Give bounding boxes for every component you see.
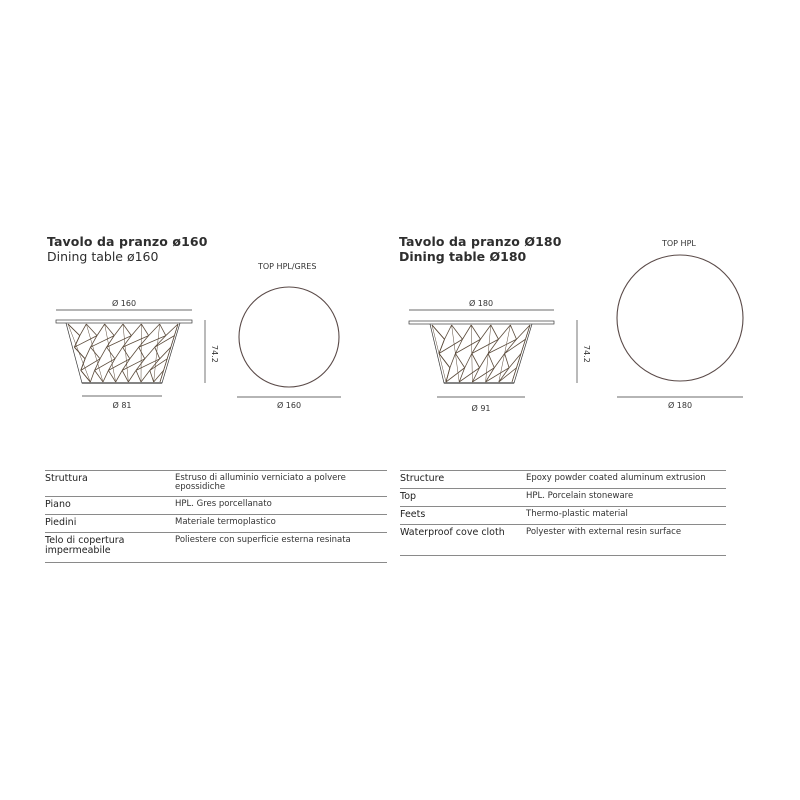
lattice-leg bbox=[512, 325, 530, 382]
table-row bbox=[45, 514, 387, 532]
lattice-strut bbox=[141, 370, 150, 382]
lattice-leg bbox=[154, 324, 160, 382]
spec-key: Piano bbox=[45, 496, 175, 514]
lattice-strut bbox=[100, 347, 107, 359]
lattice-strut bbox=[486, 368, 510, 382]
lattice-strut bbox=[471, 325, 480, 339]
spec-key: Telo di copertura impermeabile bbox=[45, 532, 175, 562]
lattice-strut bbox=[136, 359, 160, 371]
lattice-strut bbox=[115, 347, 123, 359]
spec-table-it bbox=[45, 470, 387, 563]
lattice-strut bbox=[450, 354, 456, 368]
table-180-side-view bbox=[409, 310, 554, 397]
table-row bbox=[45, 471, 387, 497]
lattice-strut bbox=[103, 370, 108, 382]
table-160-top-label: TOP HPL/GRES bbox=[258, 262, 317, 271]
table-160-title-en: Dining table ø160 bbox=[47, 249, 159, 264]
lattice-strut bbox=[136, 370, 141, 382]
lattice-strut bbox=[481, 325, 491, 339]
lattice-strut bbox=[150, 370, 154, 382]
lattice-strut bbox=[130, 347, 139, 359]
spec-value: HPL. Porcelain stoneware bbox=[526, 488, 726, 506]
basket-lattice bbox=[68, 324, 178, 382]
spec-table-en bbox=[400, 470, 726, 556]
table-180-title-it: Tavolo da pranzo Ø180 bbox=[399, 234, 562, 249]
lattice-strut bbox=[116, 370, 123, 382]
lattice-strut bbox=[141, 324, 148, 336]
lattice-strut bbox=[445, 325, 452, 339]
table-row bbox=[45, 532, 387, 562]
spec-key: Feets bbox=[400, 506, 526, 524]
lattice-strut bbox=[160, 324, 166, 336]
spec-value: Epoxy powder coated aluminum extrusion bbox=[526, 471, 726, 489]
table-160-base-label: Ø 81 bbox=[112, 401, 132, 410]
table-160-top-view bbox=[239, 287, 339, 387]
spec-key: Struttura bbox=[45, 471, 175, 497]
lattice-strut bbox=[80, 324, 87, 336]
spec-value: HPL. Gres porcellanato bbox=[175, 496, 387, 514]
spec-key: Structure bbox=[400, 471, 526, 489]
spec-value: Poliestere con superficie esterna resinata bbox=[175, 532, 387, 562]
spec-key: Top bbox=[400, 488, 526, 506]
lattice-strut bbox=[97, 324, 105, 336]
table-180-circle-label: Ø 180 bbox=[667, 401, 693, 410]
table-row bbox=[400, 524, 726, 555]
lattice-strut bbox=[131, 324, 141, 336]
lattice-strut bbox=[472, 354, 480, 368]
table-180-width-label: Ø 180 bbox=[468, 299, 494, 308]
lattice-strut bbox=[74, 347, 85, 359]
lattice-strut bbox=[439, 339, 445, 353]
table-160-width-label: Ø 160 bbox=[111, 299, 137, 308]
lattice-strut bbox=[114, 324, 123, 336]
lattice-strut bbox=[488, 354, 494, 368]
table-row bbox=[400, 506, 726, 524]
lattice-strut bbox=[465, 354, 472, 368]
table-160-side-view bbox=[56, 310, 192, 396]
lattice-strut bbox=[505, 354, 510, 368]
table-180-height-label: 74.2 bbox=[582, 345, 591, 363]
table-180-top-view bbox=[617, 255, 743, 381]
lattice-strut bbox=[488, 339, 516, 353]
lattice-strut bbox=[128, 370, 136, 382]
table-160-title-it: Tavolo da pranzo ø160 bbox=[47, 234, 208, 249]
lattice-strut bbox=[463, 325, 472, 339]
lattice-strut bbox=[90, 347, 100, 359]
lattice-strut bbox=[123, 324, 131, 336]
lattice-strut bbox=[105, 324, 115, 336]
spec-key: Waterproof cove cloth bbox=[400, 524, 526, 555]
table-180-base-label: Ø 91 bbox=[471, 404, 491, 413]
basket-lattice bbox=[432, 325, 530, 382]
table-160-circle-label: Ø 160 bbox=[276, 401, 302, 410]
lattice-strut bbox=[90, 370, 94, 382]
table-180-top-label: TOP HPL bbox=[662, 239, 696, 248]
table-row bbox=[45, 496, 387, 514]
lattice-strut bbox=[491, 325, 499, 339]
spec-value: Estruso di alluminio verniciato a polvere epossidiche bbox=[175, 471, 387, 497]
lattice-strut bbox=[139, 347, 145, 359]
spec-value: Materiale termoplastico bbox=[175, 514, 387, 532]
lattice-strut bbox=[145, 347, 155, 359]
lattice-strut bbox=[95, 370, 103, 382]
lattice-strut bbox=[499, 325, 511, 339]
lattice-strut bbox=[68, 324, 80, 336]
spec-key: Piedini bbox=[45, 514, 175, 532]
lattice-strut bbox=[85, 347, 90, 359]
lattice-strut bbox=[488, 339, 498, 353]
table-row bbox=[400, 471, 726, 489]
spec-value: Thermo-plastic material bbox=[526, 506, 726, 524]
spec-value: Polyester with external resin surface bbox=[526, 524, 726, 555]
table-row bbox=[400, 488, 726, 506]
table-180-title-en: Dining table Ø180 bbox=[399, 249, 527, 264]
lattice-strut bbox=[139, 336, 166, 348]
lattice-strut bbox=[510, 325, 516, 339]
lattice-strut bbox=[149, 324, 160, 336]
lattice-strut bbox=[81, 370, 91, 382]
lattice-leg bbox=[486, 325, 491, 382]
table-160-height-label: 74.2 bbox=[210, 345, 219, 363]
